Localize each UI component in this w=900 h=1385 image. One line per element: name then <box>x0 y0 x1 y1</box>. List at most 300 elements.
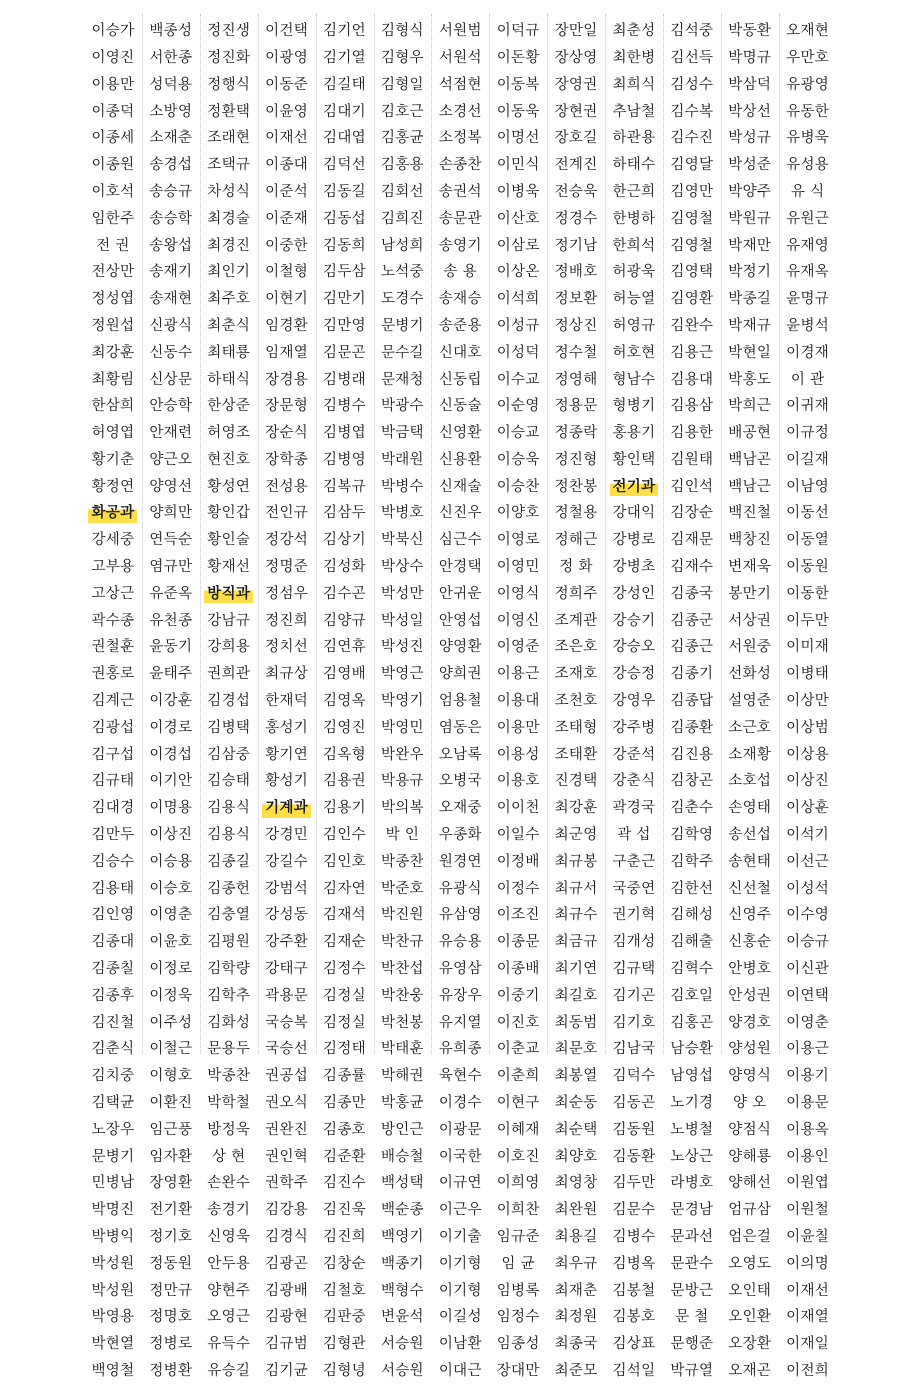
name-text: 정만규 <box>149 1282 193 1299</box>
name-text: 이윤영 <box>265 103 309 120</box>
name-text: 문경남 <box>670 1202 714 1219</box>
name-text: 박래원 <box>380 451 424 468</box>
name-text: 박병익 <box>91 1229 135 1245</box>
name-cell <box>200 393 258 420</box>
name-cell <box>373 259 431 286</box>
name-cell <box>200 232 258 259</box>
column-divider <box>779 14 780 1054</box>
name-text: 박영용 <box>91 1309 135 1326</box>
name-cell <box>779 420 837 447</box>
name-text: 이동욱 <box>496 103 540 120</box>
name-text: 최규봉 <box>554 853 598 870</box>
name-cell <box>84 420 142 447</box>
name-text: 이승용 <box>149 853 193 870</box>
name-text: 송영기 <box>438 237 482 254</box>
name-text: 서상권 <box>728 612 772 629</box>
name-text: 정철용 <box>554 505 598 522</box>
name-cell <box>373 420 431 447</box>
name-text: 유승길 <box>207 1362 251 1379</box>
name-cell <box>721 232 779 259</box>
name-text: 백순종 <box>380 1202 424 1219</box>
name-cell <box>605 313 663 340</box>
name-text: 최영창 <box>554 1175 598 1192</box>
name-text: 이용만 <box>496 719 540 736</box>
name-text: 김병엽 <box>323 425 366 442</box>
name-cell <box>779 1277 837 1304</box>
name-cell <box>200 608 258 635</box>
name-text: 백영기 <box>380 1229 424 1245</box>
name-cell <box>142 474 200 501</box>
name-cell <box>142 983 200 1010</box>
name-cell <box>431 956 489 983</box>
name-cell <box>373 1304 431 1331</box>
name-text: 정종락 <box>554 425 598 442</box>
name-text: 유득수 <box>207 1336 251 1353</box>
name-text: 문방근 <box>670 1282 714 1299</box>
name-cell <box>779 1304 837 1331</box>
name-cell <box>663 393 721 420</box>
name-cell <box>316 902 374 929</box>
name-cell <box>431 98 489 125</box>
name-cell <box>779 715 837 742</box>
name-cell <box>489 581 547 608</box>
name-text: 정섬우 <box>265 585 309 602</box>
name-text: 한근희 <box>612 183 656 200</box>
name-cell <box>605 232 663 259</box>
name-text: 양영환 <box>438 639 482 656</box>
name-cell <box>316 420 374 447</box>
name-cell <box>373 45 431 72</box>
name-text: 강희용 <box>207 639 251 656</box>
name-text: 강길수 <box>265 853 309 870</box>
name-text: 박 인 <box>385 827 420 844</box>
name-text: 이영진 <box>91 49 135 66</box>
name-text: 최정원 <box>554 1309 598 1326</box>
name-text: 한상준 <box>207 398 251 415</box>
name-cell <box>431 715 489 742</box>
name-text: 이성석 <box>786 880 830 897</box>
name-cell <box>200 152 258 179</box>
name-text: 강범석 <box>265 880 309 897</box>
name-text: 이중기 <box>496 987 540 1004</box>
name-text: 김해성 <box>670 907 714 924</box>
name-text: 김원태 <box>670 451 714 468</box>
name-cell <box>200 742 258 769</box>
name-text: 김종기 <box>670 666 714 683</box>
name-text: 신용환 <box>438 451 482 468</box>
name-text: 양근오 <box>149 451 193 468</box>
name-text: 박희근 <box>728 398 772 415</box>
name-text: 박동환 <box>728 23 772 40</box>
name-cell <box>605 366 663 393</box>
name-text: 조재호 <box>554 666 598 683</box>
name-text: 김대기 <box>323 103 366 120</box>
name-text: 한삼희 <box>91 398 135 415</box>
name-cell <box>142 581 200 608</box>
name-cell <box>547 152 605 179</box>
name-text: 최규수 <box>554 907 598 924</box>
name-text: 최길호 <box>554 987 598 1004</box>
name-text: 문용두 <box>207 1041 251 1058</box>
name-cell <box>258 956 316 983</box>
name-cell <box>373 742 431 769</box>
name-cell <box>84 152 142 179</box>
name-cell <box>84 1117 142 1144</box>
name-text: 심근수 <box>438 532 482 549</box>
name-cell <box>721 1036 779 1063</box>
name-text: 양점식 <box>728 1121 772 1138</box>
name-text: 이동복 <box>496 76 540 93</box>
name-cell <box>605 1197 663 1224</box>
name-text: 김경섭 <box>207 693 251 710</box>
name-text: 오재곤 <box>728 1362 772 1379</box>
name-cell <box>84 1090 142 1117</box>
name-cell <box>605 634 663 661</box>
name-text: 이영신 <box>496 612 540 629</box>
name-text: 이용문 <box>786 1095 830 1112</box>
name-text: 이원엽 <box>786 1175 830 1192</box>
name-text: 정기남 <box>554 237 598 254</box>
name-text: 김연휴 <box>323 639 366 656</box>
name-cell <box>663 500 721 527</box>
name-cell <box>373 688 431 715</box>
name-cell <box>779 1090 837 1117</box>
name-text: 신동수 <box>149 344 193 361</box>
name-text: 김동길 <box>323 183 366 200</box>
name-cell <box>200 1170 258 1197</box>
name-text: 문과선 <box>670 1229 714 1245</box>
name-cell <box>84 902 142 929</box>
name-cell <box>547 1331 605 1358</box>
name-cell <box>316 849 374 876</box>
department-heading <box>605 474 663 501</box>
name-text: 이승찬 <box>496 478 540 495</box>
name-cell <box>547 527 605 554</box>
name-cell <box>489 715 547 742</box>
name-cell <box>142 393 200 420</box>
name-cell <box>489 929 547 956</box>
name-cell <box>316 340 374 367</box>
name-text: 임정수 <box>496 1309 540 1326</box>
name-text: 유승용 <box>438 934 482 951</box>
name-text: 정찬봉 <box>554 478 598 495</box>
name-cell <box>779 1036 837 1063</box>
name-cell <box>142 72 200 99</box>
name-text: 박상수 <box>380 559 424 576</box>
name-cell <box>779 768 837 795</box>
name-cell <box>779 72 837 99</box>
name-cell <box>200 206 258 233</box>
name-cell <box>431 983 489 1010</box>
name-text: 김기열 <box>323 49 366 66</box>
name-text: 조태환 <box>554 746 598 763</box>
name-text: 김영옥 <box>323 693 366 710</box>
name-cell <box>316 661 374 688</box>
name-cell <box>142 1331 200 1358</box>
name-text: 최완원 <box>554 1202 598 1219</box>
name-cell <box>431 527 489 554</box>
name-text: 김동곤 <box>612 1095 656 1112</box>
name-text: 오인환 <box>728 1309 772 1326</box>
name-text: 안재련 <box>149 425 193 442</box>
name-text: 김혁수 <box>670 961 714 978</box>
name-cell <box>373 500 431 527</box>
name-cell <box>373 447 431 474</box>
name-cell <box>547 795 605 822</box>
name-cell <box>605 1170 663 1197</box>
name-text: 유광영 <box>786 76 830 93</box>
name-text: 이승호 <box>149 880 193 897</box>
name-cell <box>605 822 663 849</box>
name-cell <box>316 1331 374 1358</box>
name-text: 박명규 <box>728 49 772 66</box>
name-cell <box>663 849 721 876</box>
name-text: 이규정 <box>786 425 830 442</box>
name-text: 김덕수 <box>612 1068 656 1085</box>
name-cell <box>489 983 547 1010</box>
name-text: 강세중 <box>91 532 135 549</box>
name-cell <box>489 849 547 876</box>
name-cell <box>547 259 605 286</box>
name-text: 박준호 <box>380 880 424 897</box>
name-cell <box>84 581 142 608</box>
name-text: 오재중 <box>438 800 482 817</box>
name-cell <box>489 447 547 474</box>
name-text: 구춘근 <box>612 853 656 870</box>
name-text: 박금택 <box>380 425 424 442</box>
name-text: 이승교 <box>496 425 540 442</box>
name-text: 이진호 <box>496 1014 540 1031</box>
name-text: 김만영 <box>323 317 366 334</box>
name-cell <box>431 849 489 876</box>
name-cell <box>258 152 316 179</box>
name-text: 박상선 <box>728 103 772 120</box>
name-cell <box>316 1277 374 1304</box>
name-text: 김성수 <box>670 76 714 93</box>
name-cell <box>779 447 837 474</box>
name-text: 박용규 <box>380 773 424 790</box>
name-text: 남영섭 <box>670 1068 714 1085</box>
name-text: 최경진 <box>207 237 251 254</box>
name-text: 최규상 <box>265 666 309 683</box>
name-cell <box>547 206 605 233</box>
name-cell <box>142 1251 200 1278</box>
name-text: 김만두 <box>91 827 135 844</box>
name-text: 이희영 <box>496 1175 540 1192</box>
name-text: 안승학 <box>149 398 193 415</box>
name-cell <box>142 232 200 259</box>
name-cell <box>316 72 374 99</box>
name-cell <box>142 125 200 152</box>
name-text: 이규연 <box>438 1175 482 1192</box>
name-cell <box>431 45 489 72</box>
name-cell <box>721 420 779 447</box>
name-text: 김개성 <box>612 934 656 951</box>
name-text: 하태수 <box>612 157 656 174</box>
name-cell <box>316 286 374 313</box>
name-text: 이상용 <box>786 746 830 763</box>
name-cell <box>547 1197 605 1224</box>
name-cell <box>200 849 258 876</box>
name-text: 이동선 <box>786 505 830 522</box>
name-cell <box>84 1304 142 1331</box>
column-divider <box>374 14 375 1054</box>
name-text: 이용옥 <box>786 1121 830 1138</box>
name-cell <box>200 340 258 367</box>
name-cell <box>663 983 721 1010</box>
name-text: 이재선 <box>265 130 309 147</box>
name-cell <box>547 125 605 152</box>
name-text: 권공섭 <box>265 1068 309 1085</box>
name-text: 박현일 <box>728 344 772 361</box>
name-cell <box>373 340 431 367</box>
name-cell <box>84 768 142 795</box>
name-text: 노장우 <box>91 1121 135 1138</box>
name-cell <box>258 500 316 527</box>
name-text: 송준용 <box>438 317 482 334</box>
name-text: 황기춘 <box>91 451 135 468</box>
name-text: 권기혁 <box>612 907 656 924</box>
name-cell <box>200 876 258 903</box>
name-text: 신대호 <box>438 344 482 361</box>
name-cell <box>663 313 721 340</box>
name-text: 이의명 <box>786 1255 830 1272</box>
name-cell <box>84 876 142 903</box>
name-cell <box>373 1117 431 1144</box>
name-cell <box>258 366 316 393</box>
name-cell <box>489 661 547 688</box>
name-text: 황기연 <box>265 746 309 763</box>
name-text: 최봉열 <box>554 1068 598 1085</box>
name-cell <box>316 474 374 501</box>
name-text: 김해출 <box>670 934 714 951</box>
name-cell <box>258 929 316 956</box>
name-cell <box>258 1251 316 1278</box>
name-cell <box>779 179 837 206</box>
name-cell <box>721 742 779 769</box>
name-cell <box>200 688 258 715</box>
name-text: 김재수 <box>670 559 714 576</box>
name-text: 송승학 <box>149 210 193 227</box>
name-text: 이환진 <box>149 1095 193 1112</box>
name-cell <box>142 1170 200 1197</box>
name-text: 이상훈 <box>786 800 830 817</box>
name-cell <box>142 366 200 393</box>
name-text: 장영환 <box>149 1175 193 1192</box>
name-cell <box>605 98 663 125</box>
name-text: 조래현 <box>207 130 251 147</box>
name-cell <box>721 313 779 340</box>
name-cell <box>200 45 258 72</box>
name-text: 박홍도 <box>728 371 772 388</box>
name-text: 김종길 <box>207 853 251 870</box>
name-cell <box>721 1197 779 1224</box>
name-cell <box>547 822 605 849</box>
name-cell <box>547 1224 605 1251</box>
name-cell <box>547 608 605 635</box>
name-cell <box>721 393 779 420</box>
name-text: 문관수 <box>670 1255 714 1272</box>
name-cell <box>663 18 721 45</box>
name-cell <box>605 795 663 822</box>
department-heading-text: 방직과 <box>204 585 253 604</box>
name-cell <box>605 340 663 367</box>
name-text: 이국한 <box>438 1148 482 1165</box>
name-text: 김종만 <box>323 1095 366 1112</box>
name-cell <box>200 1090 258 1117</box>
name-cell <box>373 1277 431 1304</box>
name-cell <box>605 1358 663 1385</box>
name-text: 박찬규 <box>380 934 424 951</box>
name-text: 우종화 <box>438 827 482 844</box>
name-cell <box>142 527 200 554</box>
name-text: 김용기 <box>323 800 366 817</box>
name-cell <box>779 393 837 420</box>
name-text: 유천종 <box>149 612 193 629</box>
name-cell <box>200 98 258 125</box>
name-cell <box>663 1224 721 1251</box>
name-text: 조태형 <box>554 719 598 736</box>
name-text: 성덕용 <box>149 76 193 93</box>
name-cell <box>605 902 663 929</box>
name-text: 정보환 <box>554 291 598 308</box>
name-text: 이철근 <box>149 1041 193 1058</box>
name-text: 안귀운 <box>438 585 482 602</box>
name-text: 김진욱 <box>323 1202 366 1219</box>
name-cell <box>431 340 489 367</box>
name-cell <box>373 18 431 45</box>
name-text: 최강훈 <box>91 344 135 361</box>
name-cell <box>142 1277 200 1304</box>
name-cell <box>431 581 489 608</box>
name-cell <box>316 715 374 742</box>
name-cell <box>373 715 431 742</box>
name-cell <box>258 1117 316 1144</box>
name-text: 이동한 <box>786 585 830 602</box>
name-cell <box>547 715 605 742</box>
name-cell <box>373 768 431 795</box>
name-text: 최인기 <box>207 264 251 281</box>
name-cell <box>605 206 663 233</box>
name-cell <box>258 340 316 367</box>
name-text: 전기환 <box>149 1202 193 1219</box>
name-text: 김규태 <box>91 773 135 790</box>
name-cell <box>373 822 431 849</box>
name-cell <box>258 688 316 715</box>
name-text: 이용성 <box>496 746 540 763</box>
name-cell <box>316 742 374 769</box>
name-cell <box>373 849 431 876</box>
name-text: 김병수 <box>323 398 366 415</box>
name-text: 이승욱 <box>496 451 540 468</box>
name-text: 정원섭 <box>91 317 135 334</box>
name-cell <box>605 1036 663 1063</box>
name-cell <box>84 1036 142 1063</box>
name-cell <box>258 661 316 688</box>
name-text: 최동범 <box>554 1014 598 1031</box>
name-cell <box>431 554 489 581</box>
name-cell <box>258 768 316 795</box>
name-cell <box>605 527 663 554</box>
name-text: 최준모 <box>554 1362 598 1379</box>
name-cell <box>547 1036 605 1063</box>
name-text: 박성만 <box>380 585 424 602</box>
name-text: 이기형 <box>438 1255 482 1272</box>
name-text: 이용만 <box>91 76 135 93</box>
name-cell <box>489 474 547 501</box>
name-text: 이성규 <box>496 317 540 334</box>
name-text: 이경수 <box>438 1095 482 1112</box>
